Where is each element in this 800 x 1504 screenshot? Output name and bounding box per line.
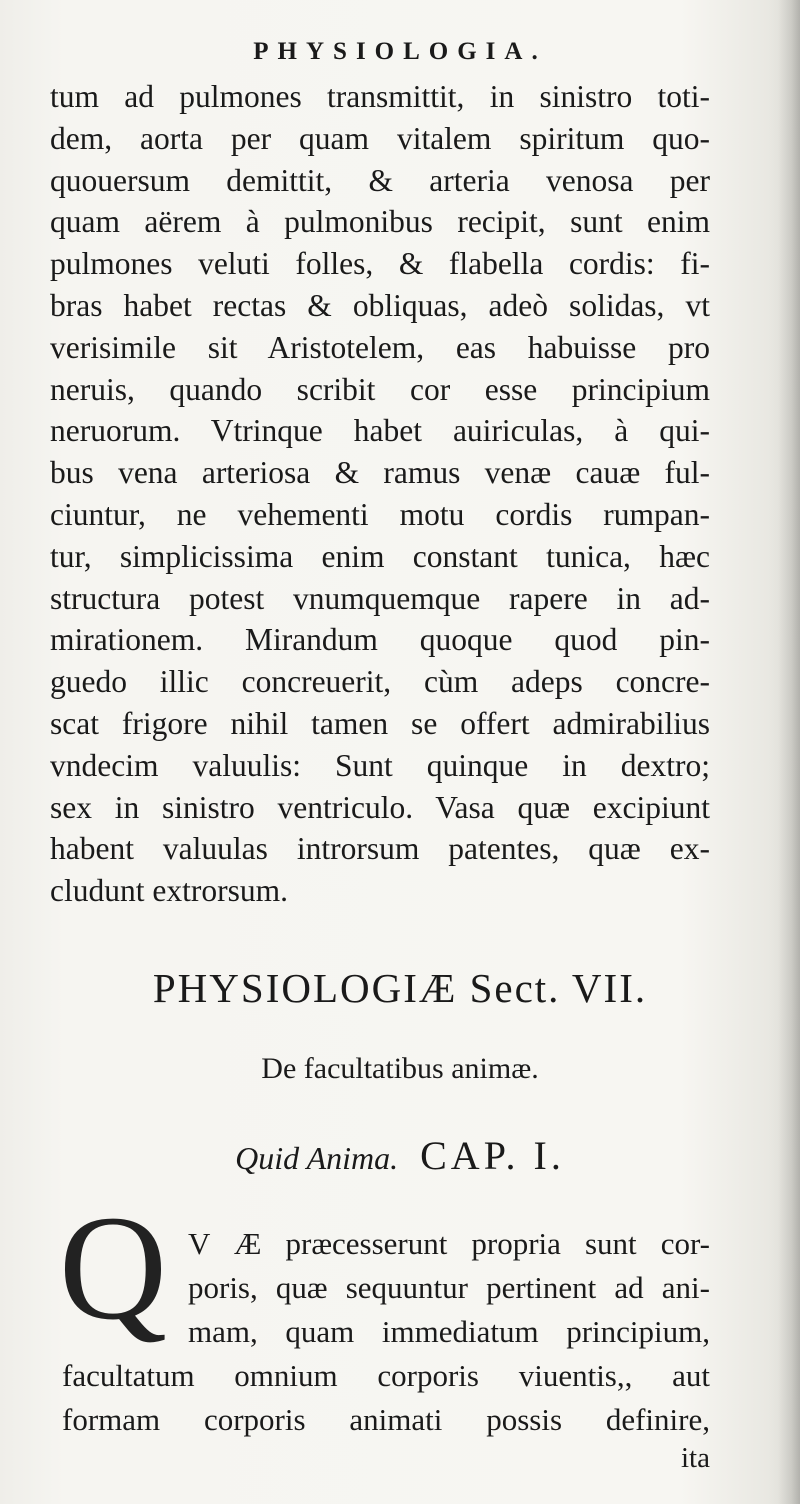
text-line: neruis, quando scribit cor esse principium xyxy=(50,371,710,407)
text-line: habent valuulas introrsum patentes, quæ ex- xyxy=(50,831,710,867)
text-line: ciuntur, ne vehementi motu cordis rumpan- xyxy=(50,496,710,532)
text-line: V Æ præcesserunt propria sunt cor- xyxy=(188,1226,710,1261)
text-line: tum ad pulmones transmittit, in sinistro toti- xyxy=(50,79,710,114)
text-line: structura potest vnumquemque rapere in ad- xyxy=(50,580,710,616)
text-line: quouersum demittit, & arteria venosa per xyxy=(50,162,710,198)
catchword: ita xyxy=(681,1442,710,1474)
drop-cap: Q xyxy=(58,1185,168,1351)
text-line: quam aërem à pulmonibus recipit, sunt enim xyxy=(50,204,710,240)
chapter-text xyxy=(62,1222,710,1442)
text-line: formam corporis animati possis definire, xyxy=(62,1402,710,1437)
text-line: sex in sinistro ventriculo. Vasa quæ excipiunt xyxy=(50,789,710,825)
text-line: vndecim valuulis: Sunt quinque in dextro; xyxy=(50,747,710,783)
text-line: poris, quæ sequuntur pertinent ad ani- xyxy=(188,1270,710,1305)
text-line: cludunt extrorsum. xyxy=(50,873,288,909)
text-line: dem, aorta per quam vitalem spiritum quo- xyxy=(50,120,710,156)
section-subtitle: De facultatibus animæ. xyxy=(261,1052,539,1085)
text-line: tur, simplicissima enim constant tunica, hæc xyxy=(50,538,710,574)
running-head: PHYSIOLOGIA. xyxy=(253,38,547,65)
text-line: mirationem. Mirandum quoque quod pin- xyxy=(50,622,710,658)
text-line: bras habet rectas & obliquas, adeò solidas, vt xyxy=(50,287,710,323)
text-line: pulmones veluti folles, & flabella cordis: fi- xyxy=(50,246,710,282)
text-line: mam, quam immediatum principium, xyxy=(188,1314,710,1349)
section-title: PHYSIOLOGIÆ Sect. VII. xyxy=(152,965,648,1011)
text-line: neruorum. Vtrinque habet auiriculas, à qui- xyxy=(50,413,710,449)
text-line: scat frigore nihil tamen se offert admirabilius xyxy=(50,705,710,741)
text-line: verisimile sit Aristotelem, eas habuisse pro xyxy=(50,329,710,365)
text-line: guedo illic concreuerit, cùm adeps concre- xyxy=(50,664,710,700)
body-text xyxy=(50,76,710,912)
chapter-title: Quid Anima. xyxy=(235,1140,399,1176)
chapter-number: CAP. I. xyxy=(420,1133,565,1178)
chapter-heading xyxy=(0,1132,800,1179)
text-line: facultatum omnium corporis viuentis,, aut xyxy=(62,1358,710,1393)
page-edge-shadow xyxy=(778,0,800,1504)
text-line: bus vena arteriosa & ramus venæ cauæ ful- xyxy=(50,455,710,491)
